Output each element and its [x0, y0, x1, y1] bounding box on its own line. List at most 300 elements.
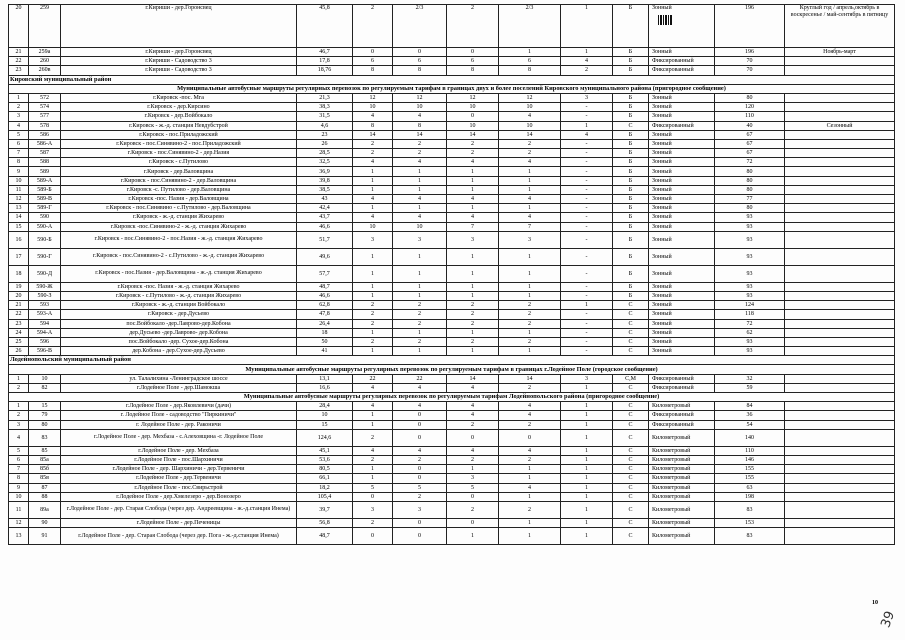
- trips-4-text: 12: [526, 95, 533, 102]
- trips-3-text: 14: [469, 375, 476, 382]
- capacity: [715, 319, 785, 328]
- bus-class-text: С: [628, 311, 633, 318]
- row-index-text: 2: [17, 104, 20, 111]
- route-length: [297, 446, 353, 455]
- trips-3: [447, 139, 499, 148]
- trips-1-text: 1: [371, 421, 374, 428]
- capacity-text: 80: [746, 168, 753, 175]
- route-length-text: 39,7: [319, 506, 330, 513]
- bus-count-text: 1: [585, 434, 588, 441]
- row-index: [9, 518, 29, 527]
- trips-4-text: 2: [528, 384, 531, 391]
- trips-2-text: 10: [416, 104, 423, 111]
- capacity-text: 110: [745, 113, 754, 120]
- bus-count-text: 1: [585, 412, 588, 419]
- bus-class: [613, 231, 649, 248]
- trips-3: [447, 429, 499, 446]
- district-heading-text: Кировский муниципальный район: [9, 75, 895, 84]
- route-number: [29, 337, 61, 346]
- route-number: [29, 185, 61, 194]
- trips-4-text: 4: [528, 412, 531, 419]
- trips-3: [447, 167, 499, 176]
- trips-2-text: 6: [418, 58, 421, 65]
- route-number-text: 85б: [39, 466, 50, 473]
- trips-3-text: 8: [471, 67, 474, 74]
- tariff-type-text: Зонный: [652, 159, 672, 166]
- bus-count-text: 1: [585, 302, 588, 309]
- route-number-text: 260в: [38, 67, 51, 74]
- route-length-text: 39,8: [319, 177, 330, 184]
- bus-class: [613, 139, 649, 148]
- bus-class-text: Б: [628, 58, 633, 65]
- trips-1: [353, 328, 393, 337]
- route-number-text: 593-А: [36, 311, 53, 318]
- trips-2: [393, 139, 447, 148]
- route-number-text: 85: [41, 447, 48, 454]
- route-name-text: г.Лодейное Поле - пос.Шархиничи: [134, 457, 223, 464]
- bus-class-text: Б: [628, 49, 633, 56]
- bus-count: [561, 446, 613, 455]
- trips-4-text: 1: [528, 519, 531, 526]
- trips-3: [447, 112, 499, 121]
- tariff-type-text: Километровый: [652, 519, 691, 526]
- trips-2: [393, 446, 447, 455]
- route-number: [29, 347, 61, 356]
- route-number-text: 80: [41, 421, 48, 428]
- route-number: [29, 121, 61, 130]
- bus-class: [613, 57, 649, 66]
- tariff-type-text: Зонный: [652, 168, 672, 175]
- route-length: [297, 204, 353, 213]
- trips-2: [393, 93, 447, 102]
- route-number-text: 15: [41, 403, 48, 410]
- route-note: [785, 231, 895, 248]
- trips-3-text: 1: [471, 168, 474, 175]
- row-index-text: 15: [15, 223, 22, 230]
- trips-2-text: 2: [418, 150, 421, 157]
- trips-3: [447, 121, 499, 130]
- trips-1: [353, 301, 393, 310]
- route-number: [29, 528, 61, 545]
- route-length-text: 31,5: [319, 113, 330, 120]
- route-note: [785, 149, 895, 158]
- route-note: [785, 121, 895, 130]
- trips-2: [393, 411, 447, 420]
- bus-class-text: С: [628, 412, 633, 419]
- table-row: [9, 57, 895, 66]
- capacity-text: 93: [746, 338, 753, 345]
- bus-class-text: Б: [628, 270, 633, 277]
- capacity-text: 54: [746, 421, 753, 428]
- capacity-text: 67: [746, 131, 753, 138]
- row-index-text: 22: [15, 311, 22, 318]
- trips-3-text: 14: [469, 131, 476, 138]
- tariff-type: [649, 66, 715, 75]
- route-number: [29, 139, 61, 148]
- capacity-text: 80: [746, 177, 753, 184]
- table-row: [9, 158, 895, 167]
- row-index: [9, 5, 29, 48]
- trips-3-text: 3: [471, 236, 474, 243]
- bus-class-text: С: [628, 447, 633, 454]
- capacity-text: 80: [746, 95, 753, 102]
- route-length: [297, 66, 353, 75]
- row-index: [9, 310, 29, 319]
- trips-1: [353, 112, 393, 121]
- row-index: [9, 474, 29, 483]
- row-index: [9, 176, 29, 185]
- tariff-type: [649, 301, 715, 310]
- route-name-text: г. Лодейное Поле - садоводство "Пиркиничи": [120, 412, 237, 419]
- route-note: [785, 319, 895, 328]
- bus-class-text: С: [628, 484, 633, 491]
- trips-1: [353, 265, 393, 282]
- trips-2: [393, 420, 447, 429]
- trips-2-text: 1: [418, 186, 421, 193]
- route-length: [297, 402, 353, 411]
- trips-3: [447, 93, 499, 102]
- row-index-text: 24: [15, 329, 22, 336]
- route-length-text: 38,5: [319, 186, 330, 193]
- trips-1-text: 1: [371, 348, 374, 355]
- tariff-type-text: Зонный: [652, 270, 672, 277]
- tariff-type: [649, 103, 715, 112]
- trips-3-text: 1: [471, 283, 474, 290]
- trips-4: [499, 528, 561, 545]
- route-note: [785, 402, 895, 411]
- trips-2-text: 2: [418, 140, 421, 147]
- bus-count-text: -: [585, 253, 588, 260]
- bus-count-text: -: [585, 104, 588, 111]
- trips-2: [393, 301, 447, 310]
- tariff-type-text: Зонный: [652, 113, 672, 120]
- route-number: [29, 231, 61, 248]
- route-note: [785, 139, 895, 148]
- row-index-text: 13: [15, 205, 22, 212]
- row-index-text: 25: [15, 338, 22, 345]
- trips-3: [447, 402, 499, 411]
- route-number: [29, 420, 61, 429]
- route-name-text: г.Кировск - пос.Синявино-2 - дер.Назия: [127, 150, 230, 157]
- trips-4-text: 2: [528, 320, 531, 327]
- route-length-text: 18,76: [317, 67, 332, 74]
- trips-1: [353, 57, 393, 66]
- route-length-text: 42,4: [319, 205, 330, 212]
- trips-3-text: 0: [471, 493, 474, 500]
- bus-count: [561, 465, 613, 474]
- tariff-type: [649, 402, 715, 411]
- capacity-text: 118: [745, 311, 754, 318]
- trips-2: [393, 429, 447, 446]
- row-index: [9, 347, 29, 356]
- route-name-text: г.Кировск -с. Путилово - дер.Валовщина: [126, 186, 231, 193]
- route-name-text: г.Кировск - дер.Валовщина: [143, 168, 214, 175]
- trips-3: [447, 222, 499, 231]
- route-number-text: 596: [40, 338, 49, 345]
- route-name: [61, 195, 297, 204]
- row-index: [9, 455, 29, 464]
- route-note: [785, 176, 895, 185]
- route-number: [29, 319, 61, 328]
- capacity: [715, 528, 785, 545]
- tariff-type: [649, 337, 715, 346]
- table-row: [9, 121, 895, 130]
- tariff-type-text: Зонный: [652, 320, 672, 327]
- trips-3: [447, 474, 499, 483]
- capacity: [715, 149, 785, 158]
- row-index: [9, 528, 29, 545]
- route-note-text: Ноябрь-март: [823, 49, 856, 56]
- capacity-text: 72: [746, 320, 753, 327]
- trips-3: [447, 383, 499, 392]
- trips-4: [499, 446, 561, 455]
- row-index-text: 8: [17, 475, 20, 482]
- row-index-text: 11: [15, 506, 22, 513]
- route-note-text: Сезонный: [826, 122, 853, 129]
- row-index: [9, 158, 29, 167]
- tariff-type-text: Фиксированный: [652, 375, 694, 382]
- route-length: [297, 265, 353, 282]
- row-index: [9, 501, 29, 518]
- capacity: [715, 420, 785, 429]
- trips-1-text: 2: [371, 434, 374, 441]
- table-row: [9, 5, 895, 48]
- route-number: [29, 213, 61, 222]
- table-row: [9, 291, 895, 300]
- bus-count: [561, 185, 613, 194]
- trips-2: [393, 474, 447, 483]
- row-index: [9, 103, 29, 112]
- table-row: [9, 231, 895, 248]
- trips-4: [499, 185, 561, 194]
- bus-class-text: Б: [628, 168, 633, 175]
- trips-1-text: 1: [371, 412, 374, 419]
- district-heading: [9, 75, 895, 84]
- row-index-text: 3: [17, 421, 20, 428]
- trips-1: [353, 319, 393, 328]
- route-length: [297, 420, 353, 429]
- trips-4: [499, 319, 561, 328]
- row-index-text: 2: [17, 384, 20, 391]
- route-name: [61, 474, 297, 483]
- route-length-text: 32,5: [319, 159, 330, 166]
- route-length-text: 13,1: [319, 375, 330, 382]
- route-name: [61, 57, 297, 66]
- bus-count: [561, 518, 613, 527]
- row-index-text: 20: [15, 293, 22, 300]
- route-number-text: 90: [41, 519, 48, 526]
- row-index: [9, 139, 29, 148]
- table-row: [9, 103, 895, 112]
- trips-2-text: 8: [418, 122, 421, 129]
- trips-4: [499, 347, 561, 356]
- trips-3: [447, 347, 499, 356]
- bus-count-text: -: [585, 140, 588, 147]
- route-number-text: 588: [40, 159, 49, 166]
- row-index: [9, 402, 29, 411]
- bus-class-text: С: [628, 122, 633, 129]
- category-heading: [9, 84, 895, 93]
- route-number-text: 590-З: [37, 293, 52, 300]
- bus-count: [561, 139, 613, 148]
- route-length-text: 16,6: [319, 384, 330, 391]
- trips-2: [393, 112, 447, 121]
- trips-4: [499, 374, 561, 383]
- trips-3: [447, 319, 499, 328]
- table-row: [9, 310, 895, 319]
- capacity-text: 83: [746, 533, 753, 540]
- bus-count-text: 1: [585, 421, 588, 428]
- route-note: [785, 185, 895, 194]
- trips-1: [353, 474, 393, 483]
- trips-3: [447, 374, 499, 383]
- bus-count-text: 1: [585, 384, 588, 391]
- tariff-type: [649, 231, 715, 248]
- route-number-text: 83: [41, 434, 48, 441]
- trips-4-text: 2: [528, 311, 531, 318]
- row-index: [9, 48, 29, 57]
- tariff-type: [649, 93, 715, 102]
- route-name: [61, 121, 297, 130]
- bus-count: [561, 231, 613, 248]
- route-name-text: г.Кириши - Садоводство 3: [145, 58, 212, 65]
- bus-class: [613, 282, 649, 291]
- bus-class: [613, 518, 649, 527]
- trips-3-text: 4: [471, 159, 474, 166]
- bus-class-text: С: [628, 475, 633, 482]
- tariff-type-text: Фиксированный: [652, 421, 694, 428]
- tariff-type: [649, 492, 715, 501]
- bus-class-text: С: [628, 533, 633, 540]
- tariff-type: [649, 158, 715, 167]
- trips-4-text: 0: [528, 434, 531, 441]
- tariff-type-text: Фиксированный: [652, 122, 694, 129]
- route-name-text: г.Кировск - дер.Дусьево: [147, 311, 210, 318]
- route-length: [297, 319, 353, 328]
- row-index-text: 26: [15, 348, 22, 355]
- route-length-text: 36,9: [319, 168, 330, 175]
- bus-class: [613, 328, 649, 337]
- route-number: [29, 411, 61, 420]
- trips-2-text: 2: [418, 302, 421, 309]
- trips-2-text: 2/3: [415, 5, 424, 11]
- bus-class: [613, 5, 649, 48]
- trips-2-text: 4: [418, 447, 421, 454]
- tariff-type-text: Зонный: [652, 104, 672, 111]
- trips-1: [353, 337, 393, 346]
- trips-4-text: 2/3: [525, 5, 534, 11]
- bus-class: [613, 66, 649, 75]
- route-name-text: г.Лодейное Поле - дер.Хмелезеро - дер.Вонозеро: [116, 493, 241, 500]
- trips-4-text: 1: [528, 533, 531, 540]
- row-index: [9, 483, 29, 492]
- trips-2: [393, 328, 447, 337]
- trips-4: [499, 121, 561, 130]
- trips-2: [393, 195, 447, 204]
- trips-2-text: 0: [418, 434, 421, 441]
- bus-count-text: -: [585, 293, 588, 300]
- route-number: [29, 483, 61, 492]
- bus-count: [561, 474, 613, 483]
- trips-3: [447, 455, 499, 464]
- tariff-type: [649, 291, 715, 300]
- trips-4: [499, 501, 561, 518]
- trips-4: [499, 455, 561, 464]
- tariff-type: [649, 48, 715, 57]
- trips-4-text: 4: [528, 214, 531, 221]
- route-name-text: г.Кировск - пос.Синявино-2 - пос.Назия - ж.-д. станция Жихарево: [94, 236, 263, 243]
- route-note: [785, 48, 895, 57]
- trips-2: [393, 204, 447, 213]
- trips-3: [447, 66, 499, 75]
- capacity: [715, 282, 785, 291]
- trips-3-text: 0: [471, 434, 474, 441]
- trips-1-text: 0: [371, 493, 374, 500]
- route-length-text: 47,8: [319, 311, 330, 318]
- bus-count-text: 1: [585, 475, 588, 482]
- trips-1-text: 5: [371, 484, 374, 491]
- route-note: [785, 93, 895, 102]
- trips-1-text: 1: [371, 168, 374, 175]
- capacity: [715, 204, 785, 213]
- route-name: [61, 528, 297, 545]
- route-name: [61, 374, 297, 383]
- bus-count-text: 4: [585, 58, 588, 65]
- route-note: [785, 420, 895, 429]
- route-name-text: г.Кировск -пос. Назия - ж.-д. станция Жихарево: [117, 283, 240, 290]
- row-index: [9, 149, 29, 158]
- trips-4: [499, 310, 561, 319]
- route-name: [61, 282, 297, 291]
- trips-3-text: 4: [471, 412, 474, 419]
- route-name-text: г.Лодейное Поле - дер.Тервеничи: [136, 475, 221, 482]
- bus-count: [561, 5, 613, 48]
- trips-3: [447, 420, 499, 429]
- capacity: [715, 301, 785, 310]
- table-row: [9, 130, 895, 139]
- route-number-text: 91: [41, 533, 48, 540]
- trips-4-text: 4: [528, 484, 531, 491]
- row-index-text: 3: [17, 113, 20, 120]
- trips-1-text: 3: [371, 506, 374, 513]
- route-note: [785, 301, 895, 310]
- bus-count-text: 3: [585, 375, 588, 382]
- trips-1-text: 1: [371, 253, 374, 260]
- trips-3: [447, 328, 499, 337]
- route-note: [785, 337, 895, 346]
- bus-count-text: -: [585, 159, 588, 166]
- tariff-type: [649, 248, 715, 265]
- handwritten-page-number: 39: [878, 609, 899, 630]
- trips-2-text: 2: [418, 320, 421, 327]
- trips-4-text: 2: [528, 421, 531, 428]
- table-row: [9, 167, 895, 176]
- route-number-text: 586: [40, 131, 49, 138]
- bus-class: [613, 411, 649, 420]
- route-name: [61, 66, 297, 75]
- bus-count-text: 2: [585, 67, 588, 74]
- bus-class: [613, 112, 649, 121]
- trips-4-text: 1: [528, 283, 531, 290]
- route-name: [61, 455, 297, 464]
- row-index-text: 14: [15, 214, 22, 221]
- trips-4: [499, 5, 561, 48]
- bus-class: [613, 465, 649, 474]
- tariff-type: [649, 518, 715, 527]
- route-number-text: 589-В: [37, 196, 52, 203]
- bus-count-text: -: [585, 283, 588, 290]
- table-row: [9, 112, 895, 121]
